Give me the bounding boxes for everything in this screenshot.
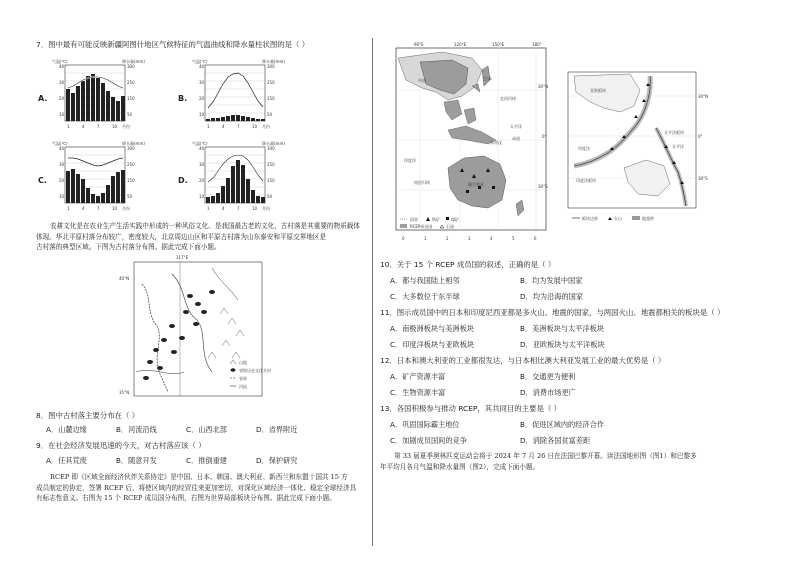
svg-text:山地: 山地 — [239, 360, 247, 365]
svg-text:250: 250 — [267, 80, 275, 85]
svg-text:10: 10 — [199, 194, 205, 199]
svg-text:300: 300 — [267, 146, 275, 151]
svg-text:4: 4 — [222, 124, 225, 129]
svg-text:5: 5 — [512, 236, 515, 241]
svg-text:月份: 月份 — [262, 124, 270, 129]
svg-text:铁矿: 铁矿 — [432, 217, 440, 222]
svg-text:30: 30 — [199, 80, 205, 85]
q12-option-b[interactable]: B．交通更为便利 — [520, 372, 576, 381]
svg-text:石油: 石油 — [446, 224, 454, 229]
svg-text:气温(℃): 气温(℃) — [52, 141, 68, 146]
svg-text:40: 40 — [199, 64, 205, 69]
svg-text:50: 50 — [127, 194, 133, 199]
svg-text:50: 50 — [127, 112, 133, 117]
svg-text:10: 10 — [199, 112, 205, 117]
svg-text:板块边界: 板块边界 — [582, 216, 598, 221]
svg-text:40: 40 — [59, 146, 65, 151]
svg-text:国界: 国界 — [410, 217, 418, 222]
svg-text:10: 10 — [112, 206, 118, 211]
svg-text:煤矿: 煤矿 — [451, 217, 459, 222]
q11-option-a[interactable]: A．南极洲板块与美洲板块 — [390, 324, 474, 333]
passage-farming-culture: 农耕文化是在农业生产生活实践中形成的一种风俗文化。是我国最古老的文化，古村落是其重要的物质载体 体现。华北平原村落分布较广，密度较大，北京周边山区和平原古村落为山东泰安和平原交界地区是 古村落的典型区域。下图为古村落分布图。据此完成下面小题。 — [36, 222, 360, 251]
svg-text:30°N: 30°N — [698, 94, 709, 99]
svg-text:150: 150 — [267, 178, 275, 183]
svg-text:40°N: 40°N — [119, 276, 130, 281]
svg-text:澳大利亚: 澳大利亚 — [468, 182, 484, 187]
svg-text:东帝汶: 东帝汶 — [490, 140, 502, 145]
svg-text:10: 10 — [59, 112, 65, 117]
q9-option-d[interactable]: D．保护研究 — [256, 456, 298, 465]
svg-text:1: 1 — [207, 124, 210, 129]
svg-text:省级历史文化名村: 省级历史文化名村 — [239, 368, 271, 373]
q13-option-b[interactable]: B．促进区域内的经济合作 — [520, 420, 604, 429]
question-11: 11．图示成员国中的日本和印度尼西亚都是多火山、地震的国家，与两国火山、地震都相关的板块是（ ） — [380, 308, 725, 317]
q12-option-c[interactable]: C．生物资源丰富 — [390, 388, 446, 397]
svg-text:1: 1 — [67, 124, 70, 129]
column-divider — [372, 38, 373, 546]
svg-text:印度洋: 印度洋 — [404, 158, 416, 163]
question-7: 7．图中最有可能反映新疆阿图什地区气候特征的气温曲线和降水量柱状图的是（ ） — [36, 40, 310, 49]
svg-text:4: 4 — [222, 206, 225, 211]
svg-text:月份: 月份 — [122, 124, 130, 129]
svg-text:120°E: 120°E — [454, 42, 467, 47]
svg-text:90°E: 90°E — [414, 42, 424, 47]
q11-option-b[interactable]: B．美洲板块与太平洋板块 — [520, 324, 604, 333]
option-d-label: D. — [178, 176, 188, 185]
svg-text:月份: 月份 — [262, 206, 270, 211]
svg-text:6: 6 — [534, 236, 537, 241]
svg-text:20: 20 — [59, 178, 65, 183]
q12-option-a[interactable]: A．矿产资源丰富 — [390, 372, 446, 381]
svg-text:河流: 河流 — [239, 384, 247, 389]
svg-text:10: 10 — [252, 124, 258, 129]
svg-text:太平洋板块: 太平洋板块 — [664, 130, 684, 135]
svg-text:日本: 日本 — [484, 76, 492, 81]
svg-text:180°: 180° — [532, 42, 542, 47]
svg-text:250: 250 — [127, 162, 135, 167]
q8-option-a[interactable]: A．山麓边缘 — [46, 425, 87, 434]
svg-text:35°N: 35°N — [119, 390, 130, 395]
svg-text:40: 40 — [59, 64, 65, 69]
svg-text:10: 10 — [59, 194, 65, 199]
svg-text:气温(℃): 气温(℃) — [192, 141, 208, 146]
q13-option-c[interactable]: C．加剧成员国间的竞争 — [390, 436, 467, 445]
passage-paris-olympics: 第 33 届夏季奥林匹克运动会将于 2024 年 7 月 26 日在法国巴黎开幕。读法国地形图（图1）和巴黎多 年平均月各月气温和降水量图（图2），完成下面小题。 — [380, 452, 697, 471]
svg-text:150: 150 — [127, 178, 135, 183]
q11-option-c[interactable]: C．印度洋板块与亚欧板块 — [390, 340, 475, 349]
svg-text:南回归线: 南回归线 — [414, 180, 430, 185]
option-b-label: B. — [178, 94, 188, 103]
temp-axis-title: 气温(℃) — [52, 59, 68, 64]
svg-text:印度洋: 印度洋 — [578, 146, 590, 151]
svg-text:10: 10 — [252, 206, 258, 211]
question-9: 9．在社会经济发展迅速的今天，对古村落应该（ ） — [36, 441, 206, 450]
svg-text:300: 300 — [127, 64, 135, 69]
svg-text:太平洋: 太平洋 — [510, 124, 522, 129]
svg-text:气温(℃): 气温(℃) — [192, 59, 208, 64]
q8-option-c[interactable]: C．山西北部 — [186, 425, 227, 434]
q11-option-d[interactable]: D．亚欧板块与太平洋板块 — [520, 340, 605, 349]
svg-text:20: 20 — [199, 96, 205, 101]
q10-option-b[interactable]: B．均为发展中国家 — [520, 276, 583, 285]
svg-text:10: 10 — [112, 124, 118, 129]
q9-option-b[interactable]: B．随意开发 — [116, 456, 157, 465]
svg-text:30°S: 30°S — [698, 176, 708, 181]
q8-option-b[interactable]: B．河流沿线 — [116, 425, 157, 434]
svg-text:月份: 月份 — [122, 206, 130, 211]
question-13: 13．各国积极参与推动 RCEP，其共同目的主要是（ ） — [380, 404, 561, 413]
svg-text:0°: 0° — [698, 134, 703, 139]
svg-text:4: 4 — [82, 124, 85, 129]
svg-text:亚欧板块: 亚欧板块 — [590, 88, 606, 93]
svg-text:7: 7 — [237, 124, 240, 129]
option-a-label: A. — [38, 94, 48, 103]
svg-text:30°S: 30°S — [538, 184, 548, 189]
svg-text:150: 150 — [267, 96, 275, 101]
passage-rcep: RCEP 即《区域全面经济伙伴关系协定》是中国、日本、韩国、澳大利亚、新西兰和东盟十国共 15 方 成员制定的协定，签署 RCEP 后，将使区域内的经贸往来更加密切，对深化区域经济一体化、稳定全球经济具 有标志性意义。右图为 15 个 RCEP 成员国分布图，右图为世界局部板块分布图。据此完成下面小题。 — [36, 473, 357, 502]
svg-text:4: 4 — [490, 236, 493, 241]
question-8: 8．图中古村落主要分布在（ ） — [36, 411, 140, 420]
plate-boundary-map — [560, 68, 728, 230]
svg-text:降水量(mm): 降水量(mm) — [262, 59, 285, 64]
svg-text:30: 30 — [59, 80, 65, 85]
q10-option-d[interactable]: D．均为沿海的国家 — [520, 292, 584, 301]
svg-text:300: 300 — [127, 146, 135, 151]
svg-text:20: 20 — [59, 96, 65, 101]
rcep-member-map — [392, 40, 552, 250]
svg-text:省界: 省界 — [239, 376, 247, 381]
q9-option-a[interactable]: A．任其荒废 — [46, 456, 87, 465]
svg-text:30°N: 30°N — [538, 84, 549, 89]
svg-text:0: 0 — [402, 236, 405, 241]
longitude-label: 117°E — [176, 255, 189, 260]
svg-text:RCEP成员国: RCEP成员国 — [410, 224, 433, 229]
svg-text:北回归线: 北回归线 — [500, 96, 516, 101]
svg-text:降水量(mm): 降水量(mm) — [122, 141, 145, 146]
svg-text:地震带: 地震带 — [642, 216, 654, 221]
svg-text:150°E: 150°E — [492, 42, 505, 47]
q8-option-d[interactable]: D．省界附近 — [256, 425, 298, 434]
q13-option-d[interactable]: D．消除各国贫富差距 — [520, 436, 591, 445]
q12-option-d[interactable]: D．消费市场更广 — [520, 388, 576, 397]
svg-text:7: 7 — [237, 206, 240, 211]
svg-text:3: 3 — [468, 236, 471, 241]
svg-text:30: 30 — [59, 162, 65, 167]
svg-text:1: 1 — [424, 236, 427, 241]
question-10: 10．关于 15 个 RCEP 成员国的叙述，正确的是（ ） — [380, 260, 556, 269]
q10-option-a[interactable]: A．都与我国陆上相邻 — [390, 276, 460, 285]
q9-option-c[interactable]: C．推倒重建 — [186, 456, 227, 465]
svg-text:30: 30 — [199, 162, 205, 167]
svg-text:2: 2 — [446, 236, 449, 241]
svg-text:赤道: 赤道 — [512, 136, 520, 141]
svg-text:1: 1 — [207, 206, 210, 211]
svg-text:50: 50 — [267, 112, 273, 117]
svg-text:1: 1 — [67, 206, 70, 211]
svg-text:7: 7 — [97, 124, 100, 129]
svg-text:印度洋板块: 印度洋板块 — [576, 178, 596, 183]
q13-option-a[interactable]: A．巩固国际霸主地位 — [390, 420, 460, 429]
svg-text:250: 250 — [127, 80, 135, 85]
svg-text:火山: 火山 — [614, 216, 622, 221]
svg-text:4: 4 — [82, 206, 85, 211]
svg-text:300: 300 — [267, 64, 275, 69]
question-12: 12．日本和澳大利亚的工业都很发达，与日本相比澳大利亚发展工业的最大优势是（ ） — [380, 356, 666, 365]
svg-text:0°: 0° — [542, 134, 547, 139]
svg-text:中国: 中国 — [418, 78, 426, 83]
ancient-village-map — [112, 254, 290, 404]
svg-text:50: 50 — [267, 194, 273, 199]
q10-option-c[interactable]: C．大多数位于东半球 — [390, 292, 460, 301]
svg-text:40: 40 — [199, 146, 205, 151]
svg-text:250: 250 — [267, 162, 275, 167]
svg-text:150: 150 — [127, 96, 135, 101]
precip-axis-title: 降水量(mm) — [122, 59, 145, 64]
svg-text:7: 7 — [97, 206, 100, 211]
svg-text:降水量(mm): 降水量(mm) — [262, 141, 285, 146]
svg-text:太平洋: 太平洋 — [672, 144, 684, 149]
svg-text:20: 20 — [199, 178, 205, 183]
option-c-label: C. — [38, 176, 47, 185]
